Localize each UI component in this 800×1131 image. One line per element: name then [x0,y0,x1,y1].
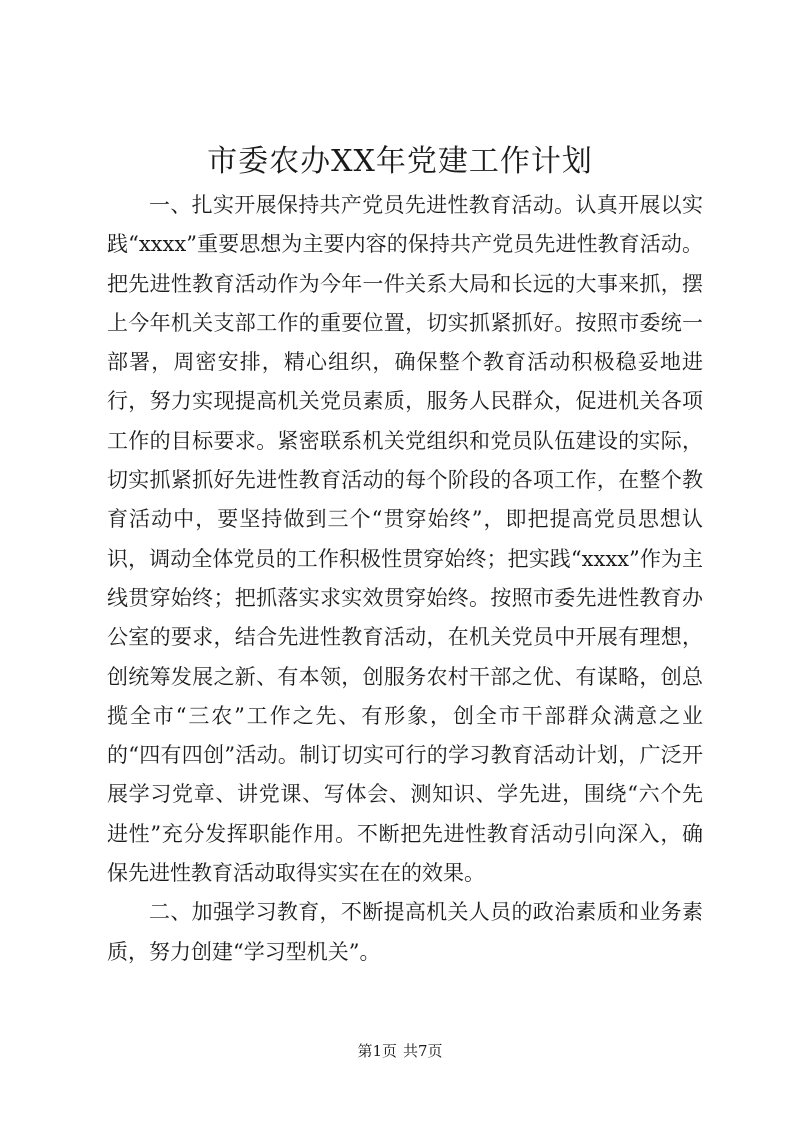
page-number: 第1页 [357,1042,397,1060]
paragraph-1: 一、扎实开展保持共产党员先进性教育活动。认真开展以实践“xxxx”重要思想为主要内容的保持共产党员先进性教育活动。把先进性教育活动作为今年一件关系大局和长远的大事来抓，摆上今年机关支部工作的重要位置，切实抓紧抓好。按照市委统一部署，周密安排，精心组织，确保整个教育活动积极稳妥地进行，努力实现提高机关党员素质，服务人民群众，促进机关各项工作的目标要求。紧密联系机关党组织和党员队伍建设的实际，切实抓紧抓好先进性教育活动的每个阶段的各项工作，在整个教育活动中，要坚持做到三个“贯穿始终”，即把提高党员思想认识，调动全体党员的工作积极性贯穿始终；把实践“xxxx”作为主线贯穿始终；把抓落实求实效贯穿始终。按照市委先进性教育办公室的要求，结合先进性教育活动，在机关党员中开展有理想，创统筹发展之新、有本领，创服务农村干部之优、有谋略，创总揽全市“三农”工作之先、有形象，创全市干部群众满意之业的“四有四创”活动。制订切实可行的学习教育活动计划，广泛开展学习党章、讲党课、写体会、测知识、学先进，围绕“六个先进性”充分发挥职能作用。不断把先进性教育活动引向深入，确保先进性教育活动取得实实在在的效果。 [107,193,703,886]
page-footer [0,1041,800,1061]
paragraph-2: 二、加强学习教育，不断提高机关人员的政治素质和业务素质，努力创建“学习型机关”。 [107,900,703,964]
document-body [107,186,703,972]
document-title: 市委农办XX年党建工作计划 [207,144,593,179]
page-count: 共7页 [403,1042,443,1060]
